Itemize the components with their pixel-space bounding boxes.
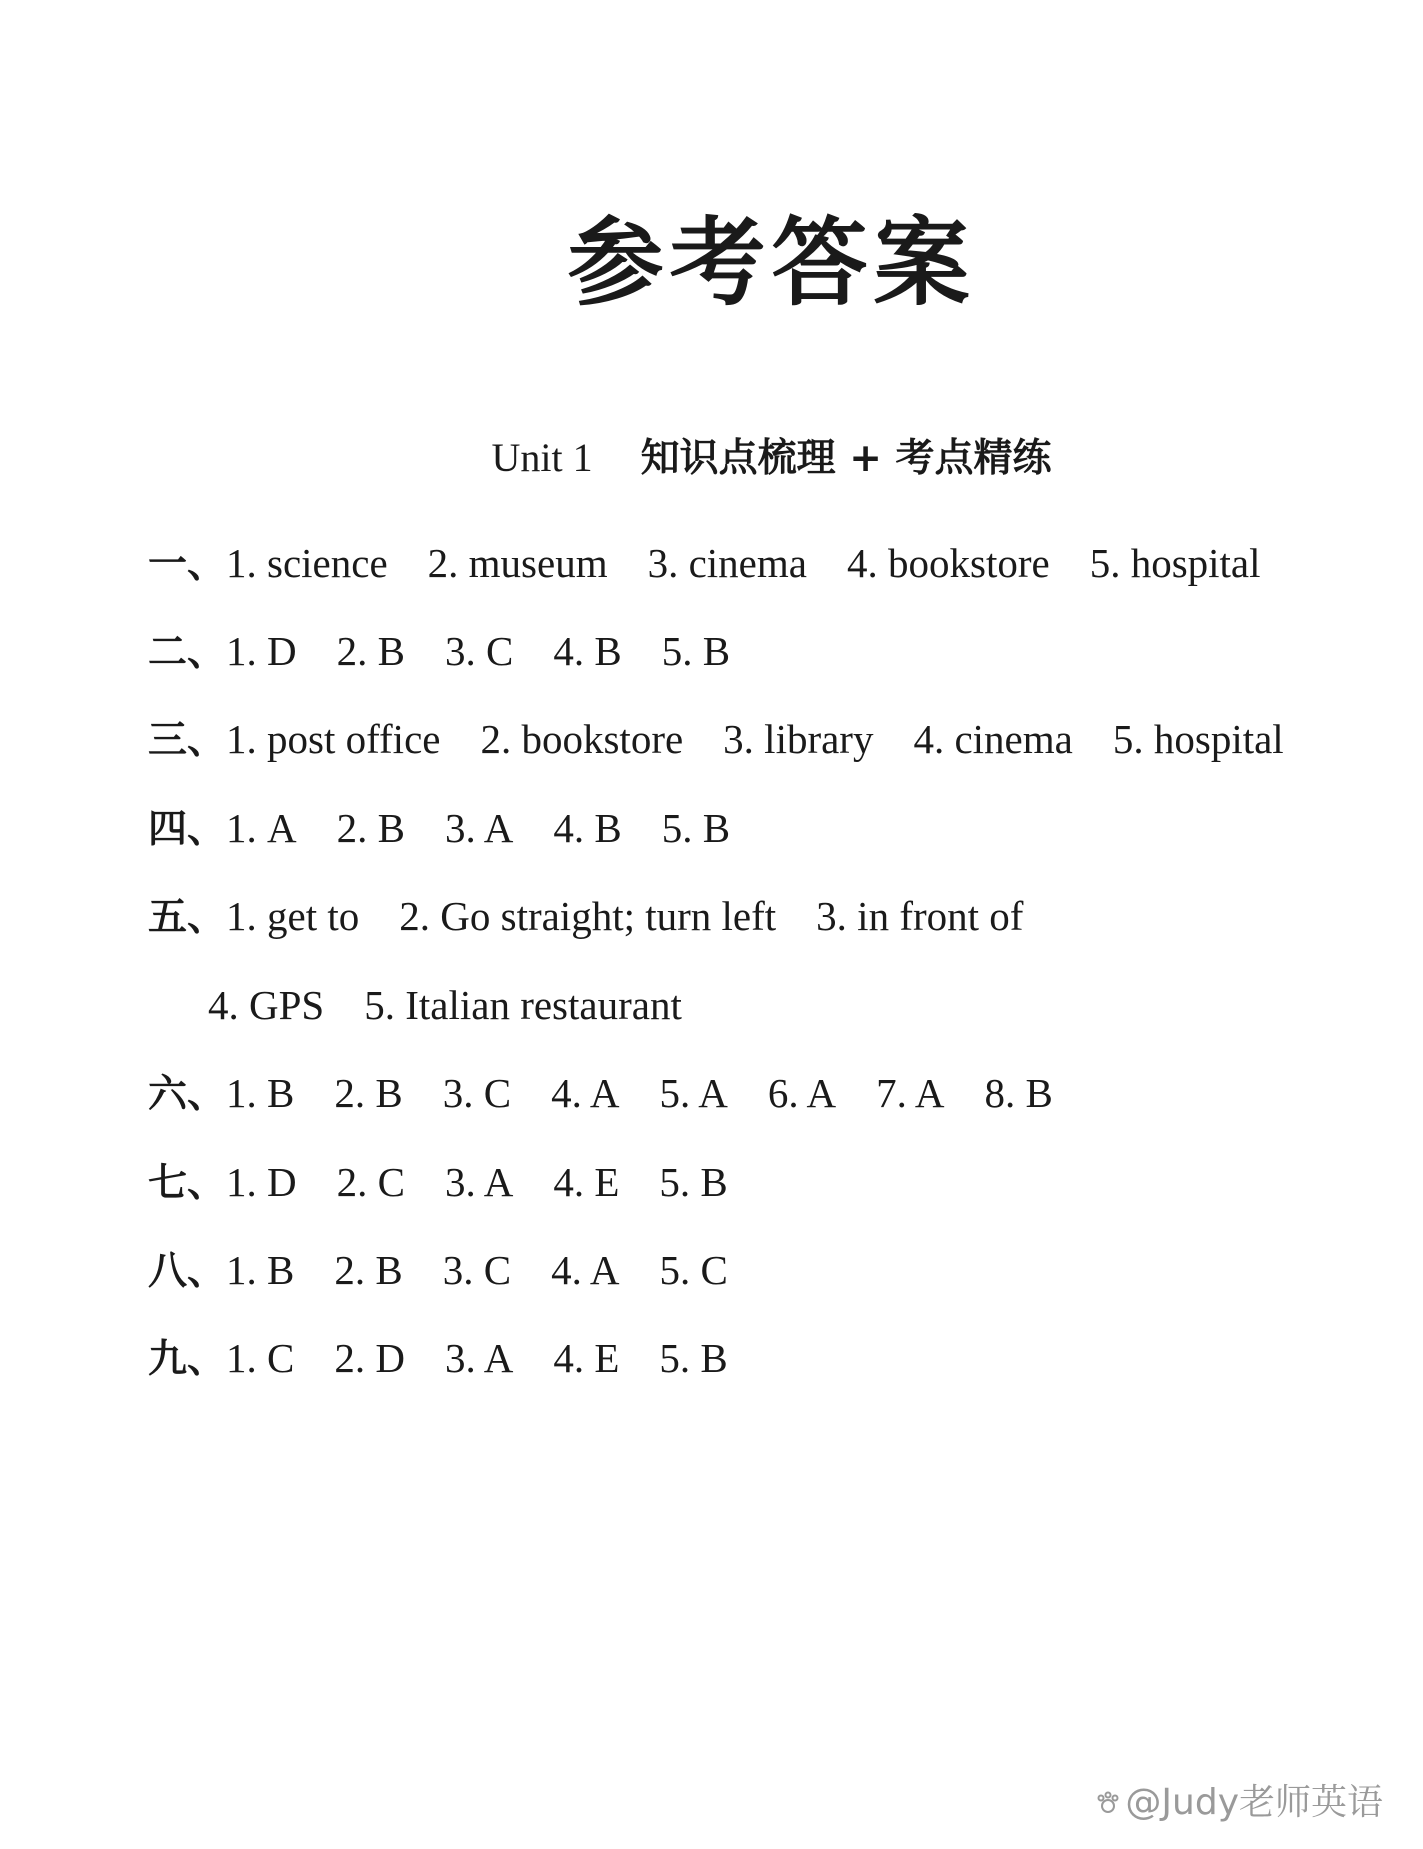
answer-row: [208, 980, 682, 1030]
answer-item: 5. B: [661, 805, 731, 851]
question-number: 一、: [148, 542, 227, 587]
paw-icon: [1095, 1790, 1121, 1816]
answer-row: [148, 538, 1261, 588]
question-number: 六、: [148, 1072, 227, 1117]
answer-row: [148, 626, 730, 676]
answer-row: [148, 803, 730, 853]
answer-row: [148, 714, 1284, 764]
answer-item: 5. hospital: [1089, 540, 1261, 586]
answer-item: 1. post office: [226, 716, 441, 762]
answer-item: 2. D: [334, 1335, 405, 1381]
answer-item: 3. C: [442, 1070, 512, 1116]
answer-item: 3. in front of: [816, 893, 1024, 939]
watermark: [1095, 1774, 1383, 1825]
answer-item: 2. B: [336, 805, 405, 851]
answer-item: 1. get to: [226, 893, 360, 939]
answer-item: 1. B: [226, 1247, 295, 1293]
answer-item: 2. B: [336, 628, 405, 674]
answer-item: 1. D: [226, 628, 297, 674]
answer-item: 4. A: [551, 1070, 620, 1116]
answer-item: 3. C: [444, 628, 514, 674]
answer-item: 4. A: [551, 1247, 620, 1293]
answer-item: 5. B: [659, 1159, 728, 1205]
question-number: 七、: [148, 1161, 227, 1206]
answer-item: 3. A: [444, 1335, 514, 1381]
page-title: 参考答案: [567, 207, 976, 319]
answer-item: 3. A: [444, 805, 514, 851]
answer-item: 2. Go straight; turn left: [399, 893, 777, 939]
answer-row: [148, 1333, 728, 1383]
answer-row: [148, 891, 1023, 941]
question-number: 四、: [148, 807, 227, 852]
answer-item: 2. C: [336, 1159, 405, 1205]
answer-item: 1. C: [226, 1335, 295, 1381]
answer-item: 4. B: [553, 805, 622, 851]
answer-item: 4. bookstore: [846, 540, 1050, 586]
answer-item: 5. hospital: [1112, 716, 1284, 762]
answer-item: 1. B: [226, 1070, 295, 1116]
question-number: 三、: [148, 718, 227, 763]
answer-item: 3. A: [444, 1159, 514, 1205]
question-number: 二、: [148, 630, 227, 675]
answer-item: 1. D: [226, 1159, 297, 1205]
question-number: 九、: [148, 1337, 227, 1382]
answer-item: 5. B: [661, 628, 731, 674]
answer-item: 8. B: [984, 1070, 1053, 1116]
answer-row: [148, 1245, 728, 1295]
answer-item: 5. Italian restaurant: [364, 982, 682, 1028]
section-header: [0, 435, 1423, 481]
unit-label: Unit 1: [491, 435, 593, 480]
answer-item: 2. B: [334, 1070, 403, 1116]
answer-item: 2. B: [334, 1247, 403, 1293]
answer-item: 3. C: [442, 1247, 512, 1293]
answer-item: 6. A: [767, 1070, 837, 1116]
answer-item: 2. museum: [427, 540, 608, 586]
answer-item: 4. E: [553, 1159, 620, 1205]
question-number: 八、: [148, 1249, 227, 1294]
answer-row: [148, 1157, 728, 1207]
answer-item: 5. B: [659, 1335, 728, 1381]
question-number: 五、: [148, 895, 227, 940]
answer-item: 4. E: [553, 1335, 620, 1381]
section-subtitle: 知识点梳理 + 考点精练: [640, 436, 1052, 481]
answer-item: 1. A: [226, 805, 297, 851]
answer-item: 1. science: [226, 540, 388, 586]
watermark-text: @Judy老师英语: [1125, 1782, 1383, 1823]
answer-item: 3. library: [723, 716, 874, 762]
answer-item: 4. cinema: [913, 716, 1073, 762]
answer-item: 5. C: [659, 1247, 728, 1293]
answer-item: 4. GPS: [208, 982, 325, 1028]
answer-item: 4. B: [553, 628, 622, 674]
answer-item: 3. cinema: [647, 540, 807, 586]
answer-item: 7. A: [876, 1070, 945, 1116]
answer-item: 5. A: [659, 1070, 728, 1116]
answer-row: [148, 1068, 1053, 1118]
answer-item: 2. bookstore: [480, 716, 684, 762]
